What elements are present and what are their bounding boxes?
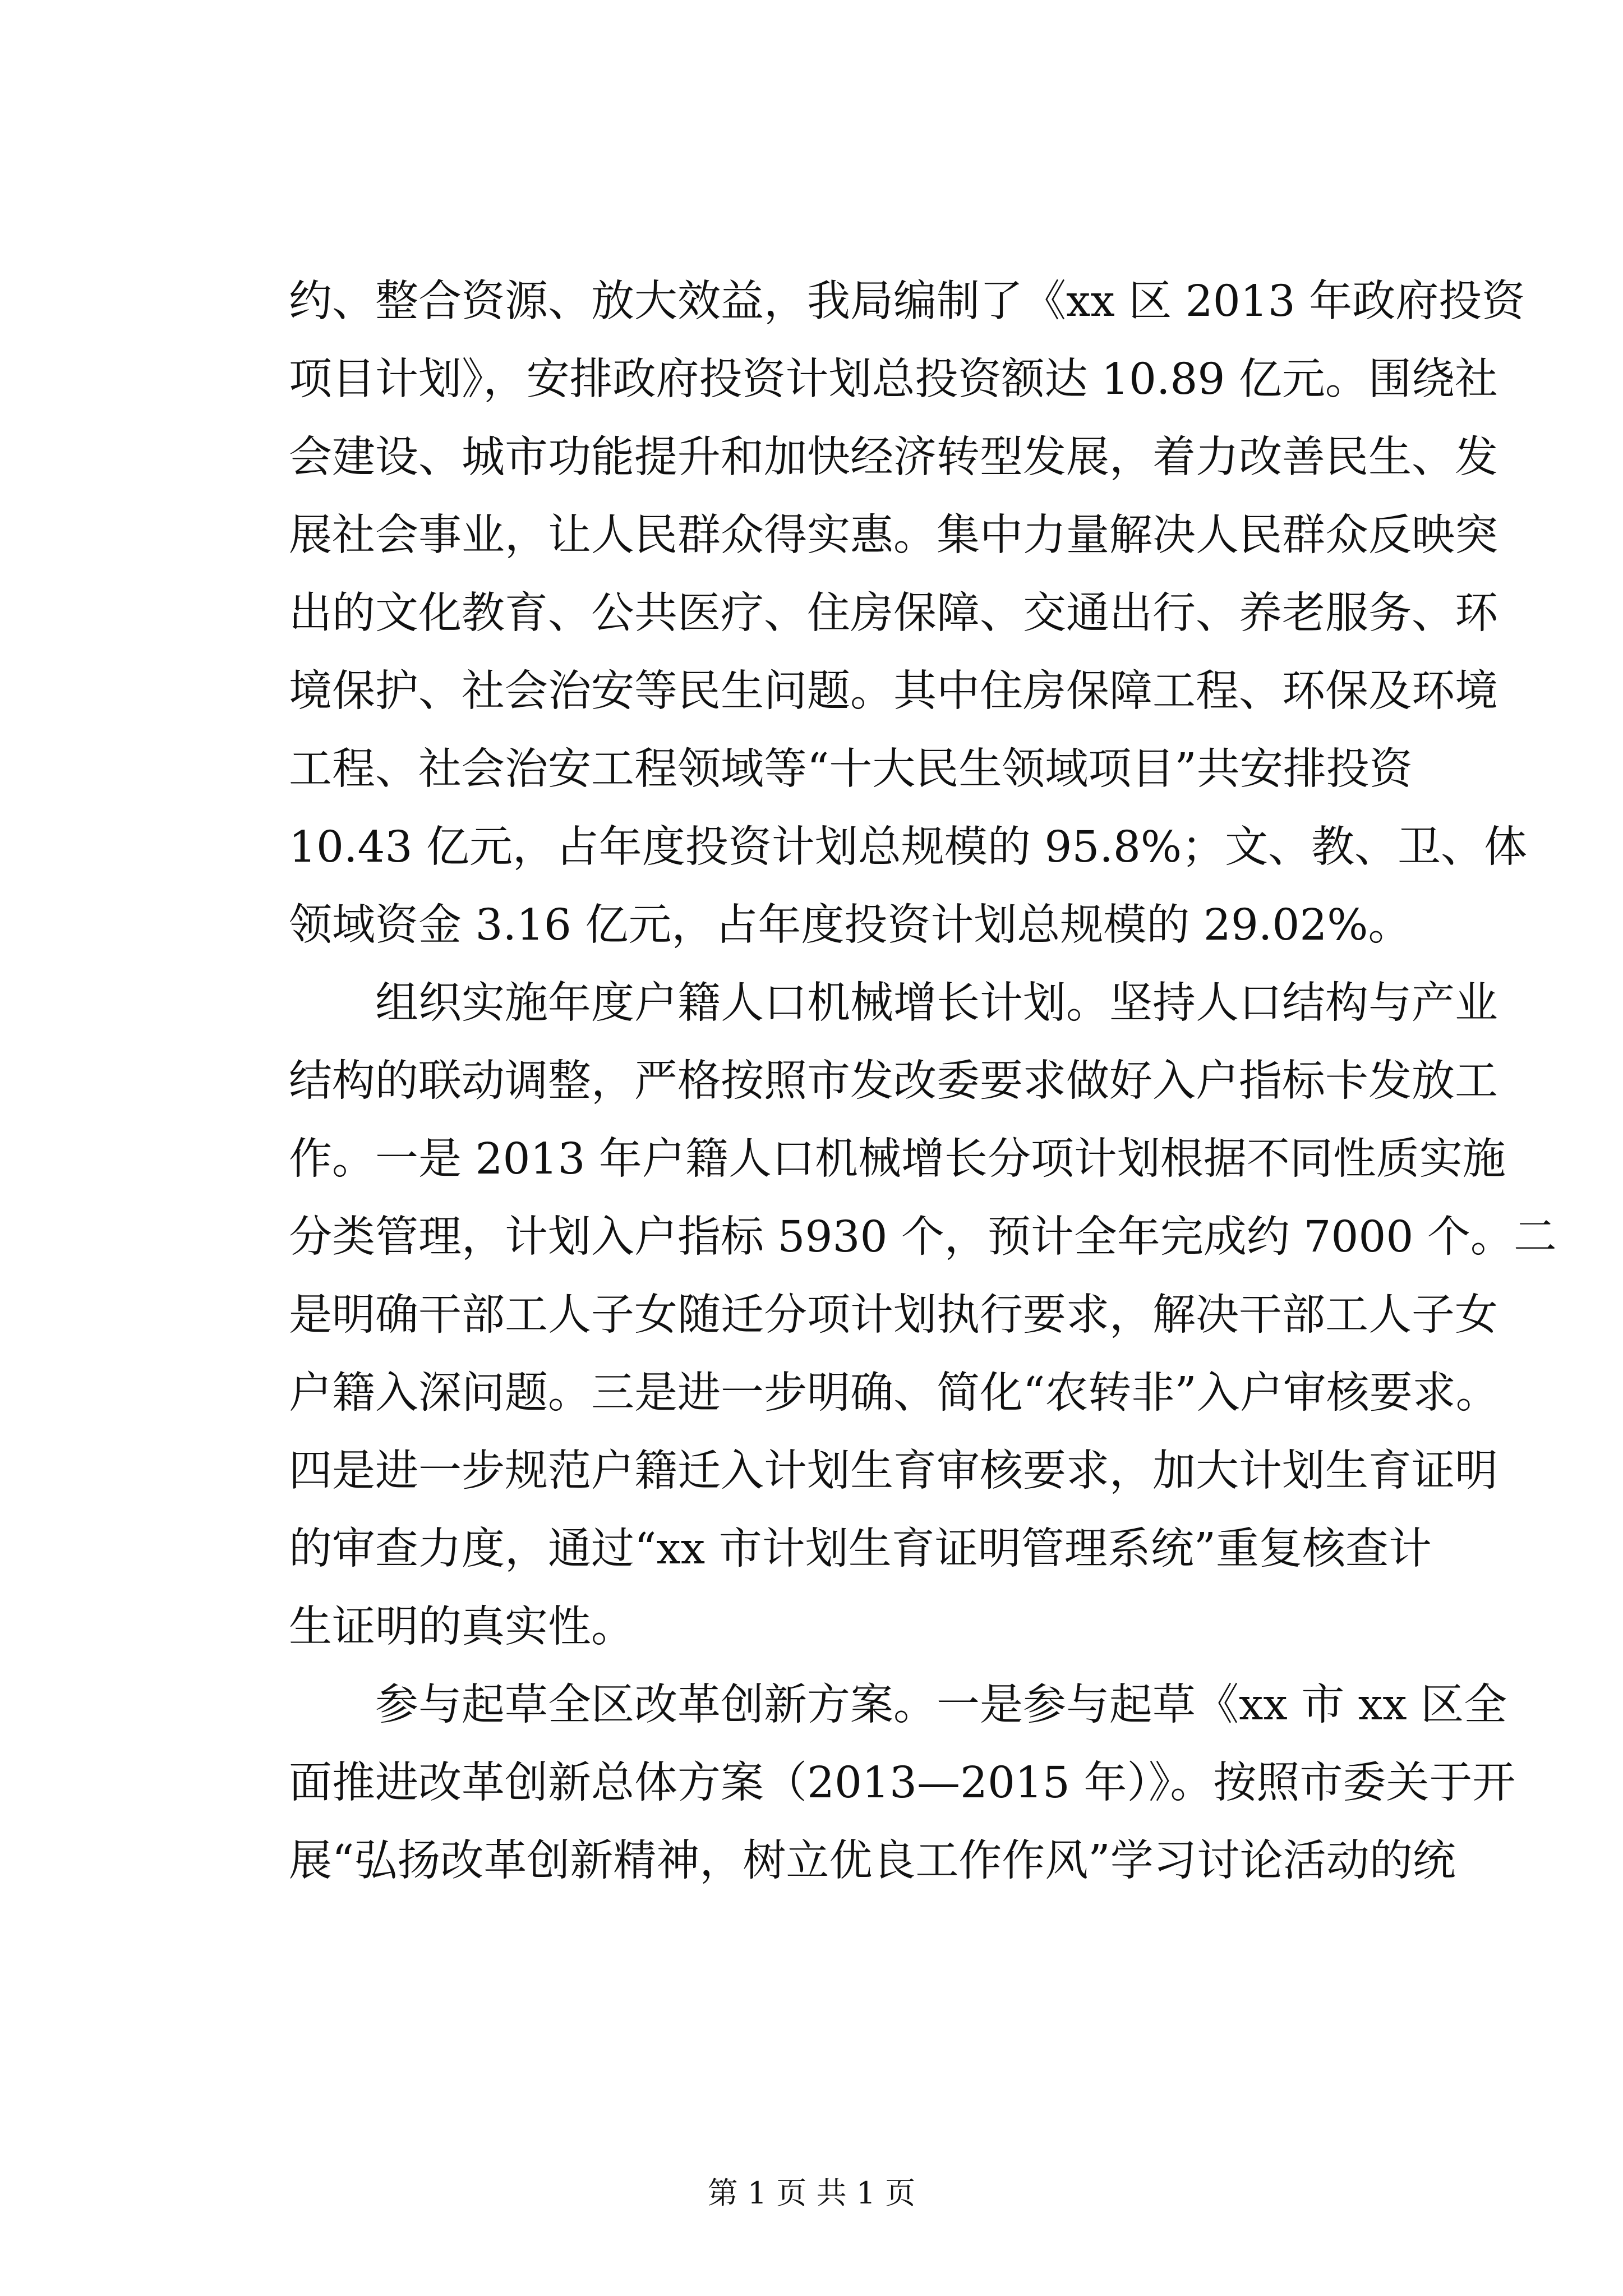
text-line: 四是进一步规范户籍迁入计划生育审核要求，加大计划生育证明 (289, 1446, 1498, 1496)
text-line: 面推进改革创新总体方案（2013—2015 年）》。按照市委关于开 (289, 1758, 1516, 1808)
text-line: 的审查力度，通过“xx 市计划生育证明管理系统”重复核查计 (289, 1524, 1432, 1574)
text-line: 会建设、城市功能提升和加快经济转型发展，着力改善民生、发 (289, 432, 1498, 482)
text-line: 领域资金 3.16 亿元，占年度投资计划总规模的 29.02%。 (289, 900, 1412, 950)
text-line: 展“弘扬改革创新精神，树立优良工作作风”学习讨论活动的统 (289, 1836, 1456, 1886)
text-line: 生证明的真实性。 (289, 1602, 634, 1652)
paragraph-first-line: 组织实施年度户籍人口机械增长计划。坚持人口结构与产业 (375, 978, 1498, 1028)
text-line: 工程、社会治安工程领域等“十大民生领域项目”共安排投资 (289, 744, 1413, 794)
document-body (289, 263, 1557, 1900)
text-line: 作。一是 2013 年户籍人口机械增长分项计划根据不同性质实施 (289, 1134, 1506, 1184)
text-line: 户籍入深问题。三是进一步明确、简化“农转非”入户审核要求。 (289, 1368, 1499, 1418)
page-footer (0, 2177, 1623, 2210)
text-line: 分类管理，计划入户指标 5930 个，预计全年完成约 7000 个。二 (289, 1212, 1557, 1262)
text-line: 境保护、社会治安等民生问题。其中住房保障工程、环保及环境 (289, 666, 1498, 716)
text-line: 是明确干部工人子女随迁分项计划执行要求，解决干部工人子女 (289, 1290, 1498, 1340)
text-line: 结构的联动调整，严格按照市发改委要求做好入户指标卡发放工 (289, 1056, 1498, 1106)
text-line: 约、整合资源、放大效益，我局编制了《xx 区 2013 年政府投资 (289, 277, 1525, 326)
text-line: 项目计划》，安排政府投资计划总投资额达 10.89 亿元。围绕社 (289, 355, 1498, 404)
page-number-label: 第 1 页 共 1 页 (707, 2175, 916, 2211)
text-line: 出的文化教育、公共医疗、住房保障、交通出行、养老服务、环 (289, 588, 1498, 638)
text-line: 10.43 亿元，占年度投资计划总规模的 95.8%；文、教、卫、体 (289, 822, 1527, 872)
paragraph-first-line: 参与起草全区改革创新方案。一是参与起草《xx 市 xx 区全 (375, 1680, 1507, 1730)
text-line: 展社会事业，让人民群众得实惠。集中力量解决人民群众反映突 (289, 510, 1498, 560)
